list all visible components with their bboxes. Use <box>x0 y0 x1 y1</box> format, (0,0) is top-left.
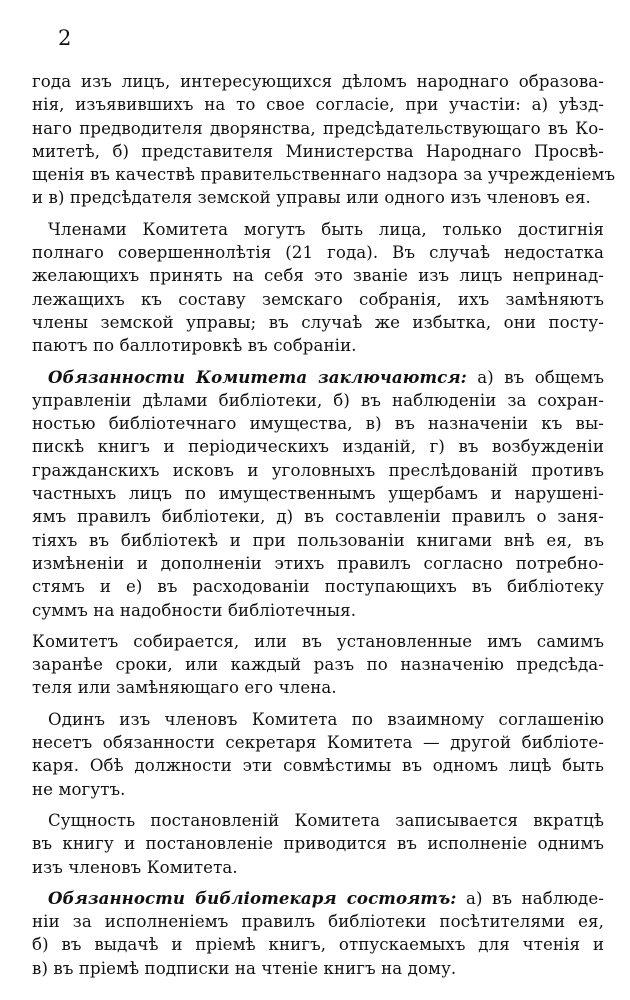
text-line: б) въ выдачѣ и пріемѣ книгъ, отпускаемыхъ для чтенія и <box>32 935 604 955</box>
text-line: митетѣ, б) представителя Министерства Народнаго Просвѣ- <box>32 141 604 161</box>
text-line: несетъ обязанности секретаря Комитета — другой библіоте- <box>32 733 604 753</box>
text-line: стямъ и е) въ расходованіи поступающихъ въ библіотеку <box>32 577 604 597</box>
text-line <box>32 366 604 389</box>
text-line: паютъ по баллотировкѣ въ собраніи. <box>32 336 357 356</box>
paragraph-resolutions <box>32 809 604 879</box>
text-line: Одинъ изъ членовъ Комитета по взаимному соглашенію <box>48 709 604 729</box>
section-heading: Обязанности библіотекаря состоятъ: <box>48 887 457 908</box>
body-text <box>32 70 616 988</box>
paragraph-secretary-librarian <box>32 708 604 801</box>
text-fragment: а) въ наблюде- <box>456 888 604 908</box>
text-line: желающихъ принять на себя это званіе изъ лицъ непринад- <box>32 266 604 286</box>
text-line: полнаго совершеннолѣтія (21 года). Въ случаѣ недостатка <box>32 243 604 263</box>
text-line: теля или замѣняющаго его члена. <box>32 678 337 698</box>
text-line: члены земской управы; въ случаѣ же избытка, они посту- <box>32 312 604 332</box>
text-line: измѣненіи и дополненіи этихъ правилъ согласно потребно- <box>32 553 604 573</box>
text-fragment: а) въ общемъ <box>466 367 604 387</box>
text-line: частныхъ лицъ по имущественнымъ ущербамъ и нарушені- <box>32 484 604 504</box>
text-line: каря. Обѣ должности эти совмѣстимы въ одномъ лицѣ быть <box>32 756 604 776</box>
text-line <box>32 887 604 910</box>
text-line: лежащихъ къ составу земскаго собранія, ихъ замѣняютъ <box>32 289 604 309</box>
text-line: тіяхъ въ библіотекѣ и при пользованіи книгами внѣ ея, въ <box>32 530 604 550</box>
paragraph-librarian-duties <box>32 887 604 980</box>
text-line: заранѣе сроки, или каждый разъ по назначенію предсѣда- <box>32 655 604 675</box>
text-line: ніи за исполненіемъ правилъ библіотеки посѣтителями ея, <box>32 912 604 932</box>
text-line: ямъ правилъ библіотеки, д) въ составленіи правилъ о заня- <box>32 507 604 527</box>
text-line: ностью библіотечнаго имущества, в) въ назначеніи къ вы- <box>32 414 604 434</box>
text-line: щенія въ качествѣ правительственнаго надзора за учрежденіемъ <box>32 165 616 185</box>
text-line: не могутъ. <box>32 779 126 799</box>
paragraph-committee-meetings <box>32 630 604 700</box>
text-line: Комитетъ собирается, или въ установленные имъ самимъ <box>32 631 604 651</box>
text-line: пискѣ книгъ и періодическихъ изданій, г) въ возбужденіи <box>32 437 604 457</box>
text-line: гражданскихъ исковъ и уголовныхъ преслѣдованій противъ <box>32 460 604 480</box>
section-heading: Обязанности Комитета заключаются: <box>48 366 467 387</box>
text-line: и в) предсѣдателя земской управы или одного изъ членовъ ея. <box>32 188 591 208</box>
paragraph-committee-composition <box>32 70 616 210</box>
text-line: Членами Комитета могутъ быть лица, только достигнія <box>48 219 604 239</box>
text-line: изъ членовъ Комитета. <box>32 857 238 877</box>
paragraph-committee-members <box>32 218 604 358</box>
page-number: 2 <box>58 26 72 50</box>
text-line: года изъ лицъ, интересующихся дѣломъ народнаго образова- <box>32 72 604 91</box>
text-line: управленіи дѣлами библіотеки, б) въ наблюденіи за сохран- <box>32 390 604 410</box>
text-line: Сущность постановленій Комитета записывается вкратцѣ <box>48 810 604 830</box>
text-line: суммъ на надобности библіотечныя. <box>32 600 357 620</box>
text-line: наго предводителя дворянства, предсѣдательствующаго въ Ко- <box>32 118 604 138</box>
text-line: в) въ пріемѣ подписки на чтеніе книгъ на дому. <box>32 958 457 978</box>
text-line: нія, изъявившихъ на то свое согласіе, при участіи: а) уѣзд- <box>32 95 604 115</box>
paragraph-committee-duties <box>32 366 604 622</box>
text-line: въ книгу и постановленіе приводится въ исполненіе однимъ <box>32 834 604 854</box>
